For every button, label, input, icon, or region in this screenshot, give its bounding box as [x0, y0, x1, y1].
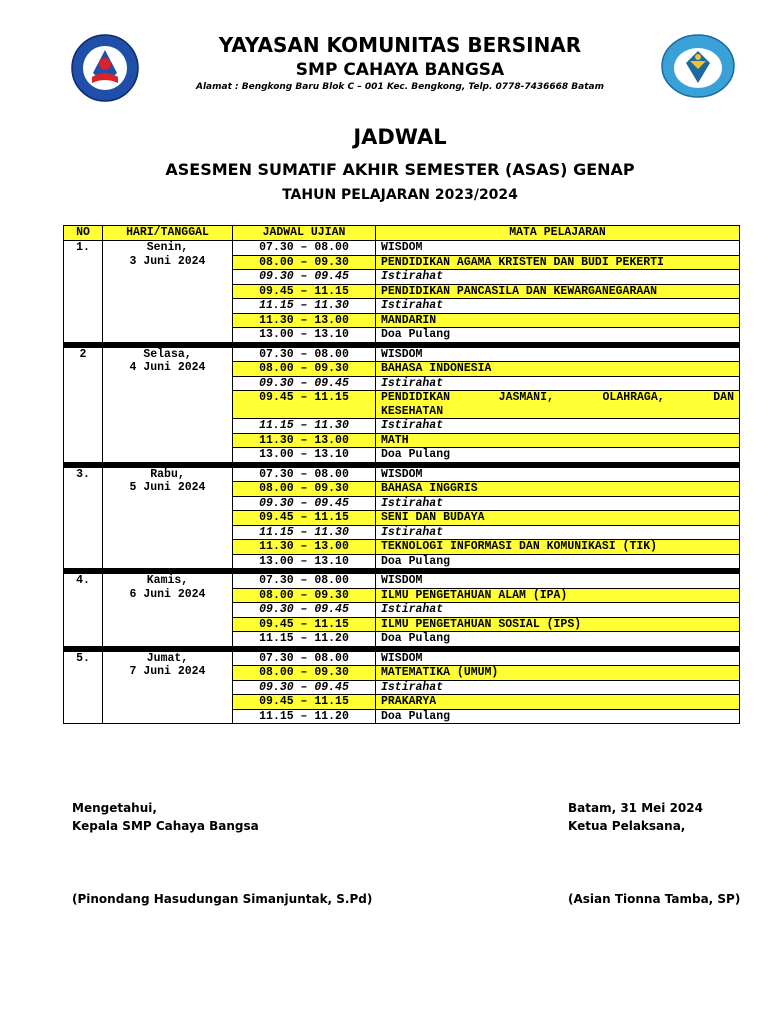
exam-subject: WISDOM: [376, 467, 740, 482]
exam-subject: Istirahat: [376, 525, 740, 540]
exam-subject: WISDOM: [376, 241, 740, 256]
exam-time: 07.30 – 08.00: [233, 651, 376, 666]
exam-subject: Istirahat: [376, 299, 740, 314]
day-name: Jumat,: [146, 651, 189, 665]
day-name: Kamis,: [146, 574, 189, 587]
day-number: 1.: [64, 241, 103, 343]
header-day-date: HARI/TANGGAL: [103, 226, 233, 241]
school-name: SMP CAHAYA BANGSA: [295, 60, 505, 80]
exam-subject: WISDOM: [376, 651, 740, 666]
exam-subject: Istirahat: [376, 496, 740, 511]
day-number: 3.: [64, 467, 103, 569]
table-row: [64, 467, 740, 482]
exam-time: 09.30 – 09.45: [233, 680, 376, 695]
schedule-body: [64, 241, 740, 724]
exam-subject: Doa Pulang: [376, 328, 740, 343]
exam-time: 13.00 – 13.10: [233, 554, 376, 569]
foundation-name: YAYASAN KOMUNITAS BERSINAR: [218, 33, 582, 57]
exam-time: 11.30 – 13.00: [233, 540, 376, 555]
subject-line-2: KESEHATAN: [381, 404, 444, 418]
exam-time: 13.00 – 13.10: [233, 448, 376, 463]
exam-time: 11.30 – 13.00: [233, 313, 376, 328]
exam-time: 09.45 – 11.15: [233, 511, 376, 526]
exam-schedule-table: [63, 225, 740, 724]
exam-time: 11.15 – 11.30: [233, 525, 376, 540]
day-date: 6 Juni 2024: [129, 587, 206, 601]
principal-name: (Pinondang Hasudungan Simanjuntak, S.Pd): [72, 892, 373, 906]
exam-time: 09.30 – 09.45: [233, 270, 376, 285]
table-row: [64, 651, 740, 666]
exam-subject: Istirahat: [376, 270, 740, 285]
day-date-cell: [103, 574, 233, 647]
exam-subject: PENDIDIKAN PANCASILA DAN KEWARGANEGARAAN: [376, 284, 740, 299]
exam-time: 07.30 – 08.00: [233, 241, 376, 256]
exam-subject: BAHASA INGGRIS: [376, 482, 740, 497]
exam-subject: Doa Pulang: [376, 554, 740, 569]
exam-time: 09.45 – 11.15: [233, 391, 376, 419]
day-date-cell: [103, 241, 233, 343]
exam-time: 09.45 – 11.15: [233, 695, 376, 710]
exam-time: 07.30 – 08.00: [233, 347, 376, 362]
day-number: 5.: [64, 651, 103, 724]
exam-time: 11.30 – 13.00: [233, 433, 376, 448]
exam-time: 13.00 – 13.10: [233, 328, 376, 343]
exam-subject: [376, 391, 740, 419]
exam-subject: Doa Pulang: [376, 632, 740, 647]
exam-time: 11.15 – 11.20: [233, 632, 376, 647]
exam-subject: ILMU PENGETAHUAN SOSIAL (IPS): [376, 617, 740, 632]
exam-subject: BAHASA INDONESIA: [376, 362, 740, 377]
exam-time: 07.30 – 08.00: [233, 574, 376, 589]
exam-time: 09.30 – 09.45: [233, 603, 376, 618]
exam-subject: Istirahat: [376, 680, 740, 695]
exam-subject: Istirahat: [376, 376, 740, 391]
day-name: Senin,: [146, 241, 189, 254]
committee-title: Ketua Pelaksana,: [568, 819, 686, 833]
school-address: Alamat : Bengkong Baru Blok C – 001 Kec. Bengkong, Telp. 0778-7436668 Batam: [196, 82, 604, 92]
exam-time: 09.45 – 11.15: [233, 284, 376, 299]
table-row: [64, 347, 740, 362]
header-exam-time: JADWAL UJIAN: [233, 226, 376, 241]
document-subtitle: ASESMEN SUMATIF AKHIR SEMESTER (ASAS) GENAP: [165, 160, 635, 179]
academic-year: TAHUN PELAJARAN 2023/2024: [282, 187, 518, 203]
exam-time: 11.15 – 11.30: [233, 419, 376, 434]
acknowledged-label: Mengetahui,: [72, 801, 157, 815]
exam-subject: SENI DAN BUDAYA: [376, 511, 740, 526]
subject-line-1: PENDIDIKAN JASMANI, OLAHRAGA, DAN: [381, 391, 734, 404]
day-date: 5 Juni 2024: [129, 481, 206, 494]
day-date: 7 Juni 2024: [129, 665, 206, 678]
exam-subject: MANDARIN: [376, 313, 740, 328]
day-name: Selasa,: [143, 347, 192, 361]
day-number: 4.: [64, 574, 103, 647]
exam-time: 08.00 – 09.30: [233, 362, 376, 377]
table-row: [64, 241, 740, 256]
day-number: 2: [64, 347, 103, 462]
exam-subject: PRAKARYA: [376, 695, 740, 710]
principal-title: Kepala SMP Cahaya Bangsa: [72, 819, 259, 833]
day-date: 3 Juni 2024: [129, 254, 206, 268]
exam-time: 11.15 – 11.20: [233, 709, 376, 724]
exam-time: 08.00 – 09.30: [233, 588, 376, 603]
table-row: [64, 574, 740, 589]
exam-subject: TEKNOLOGI INFORMASI DAN KOMUNIKASI (TIK): [376, 540, 740, 555]
exam-subject: WISDOM: [376, 347, 740, 362]
place-date: Batam, 31 Mei 2024: [568, 801, 703, 815]
exam-time: 11.15 – 11.30: [233, 299, 376, 314]
exam-subject: PENDIDIKAN AGAMA KRISTEN DAN BUDI PEKERTI: [376, 255, 740, 270]
exam-time: 08.00 – 09.30: [233, 666, 376, 681]
day-date: 4 Juni 2024: [129, 361, 206, 374]
header-subject: MATA PELAJARAN: [376, 226, 740, 241]
day-name: Rabu,: [150, 467, 185, 481]
document-title: JADWAL: [353, 125, 447, 149]
exam-subject: Doa Pulang: [376, 448, 740, 463]
committee-chair-name: (Asian Tionna Tamba, SP): [568, 892, 741, 906]
exam-subject: WISDOM: [376, 574, 740, 589]
exam-subject: Doa Pulang: [376, 709, 740, 724]
exam-subject: Istirahat: [376, 419, 740, 434]
exam-subject: ILMU PENGETAHUAN ALAM (IPA): [376, 588, 740, 603]
day-date-cell: [103, 467, 233, 569]
header-no: NO: [64, 226, 103, 241]
exam-subject: Istirahat: [376, 603, 740, 618]
exam-time: 08.00 – 09.30: [233, 255, 376, 270]
exam-subject: MATEMATIKA (UMUM): [376, 666, 740, 681]
exam-subject: MATH: [376, 433, 740, 448]
exam-time: 07.30 – 08.00: [233, 467, 376, 482]
exam-time: 09.45 – 11.15: [233, 617, 376, 632]
table-header-row: [64, 226, 740, 241]
exam-time: 09.30 – 09.45: [233, 496, 376, 511]
exam-time: 09.30 – 09.45: [233, 376, 376, 391]
day-date-cell: [103, 651, 233, 724]
exam-time: 08.00 – 09.30: [233, 482, 376, 497]
day-date-cell: [103, 347, 233, 462]
